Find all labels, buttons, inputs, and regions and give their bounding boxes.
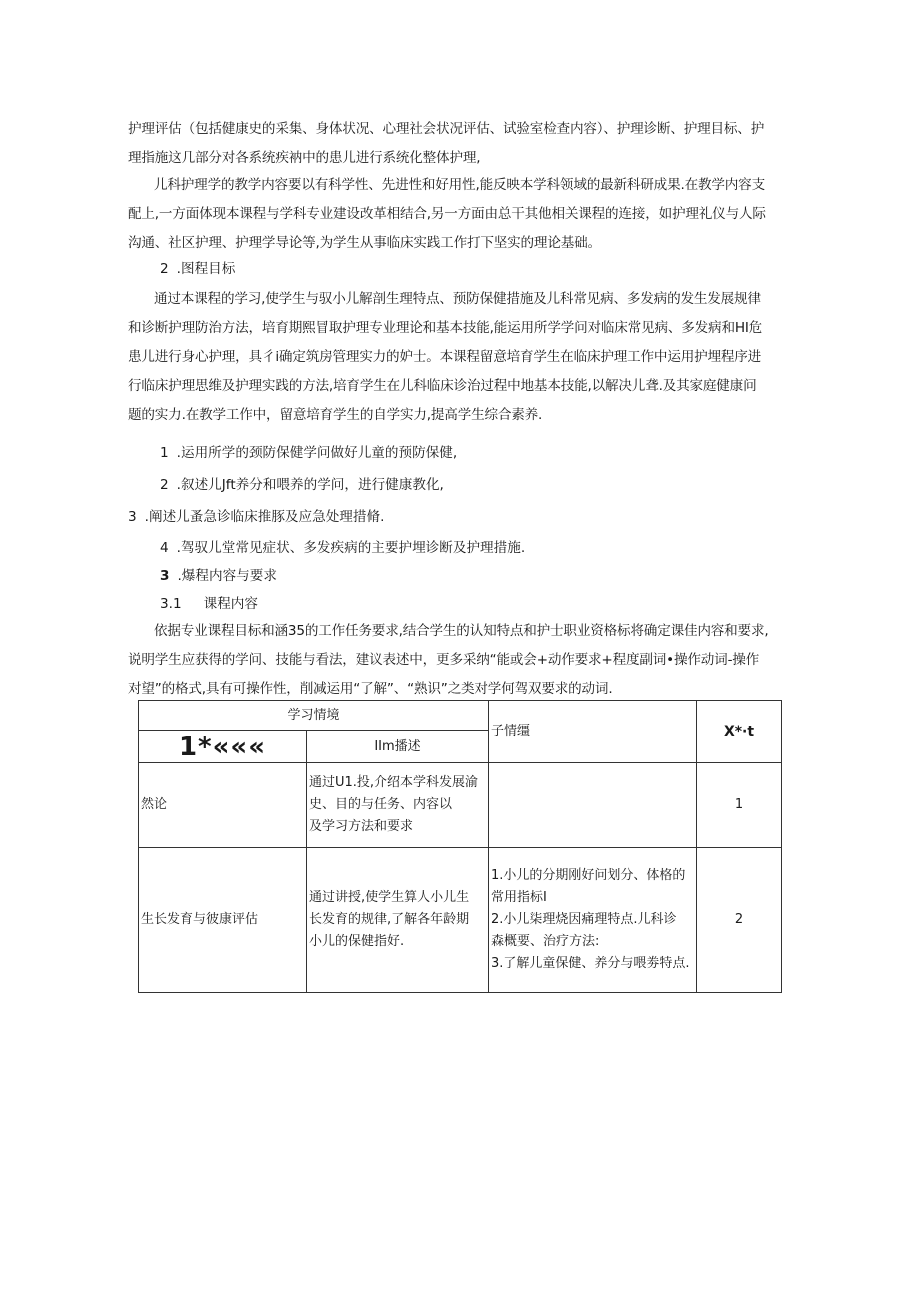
situation-description-cell (307, 848, 489, 993)
cell-line: 1.小儿的分期刚好问划分、体格的 (491, 868, 686, 883)
sub-situation-cell (489, 848, 697, 993)
text-line: 患儿进行身心护理，具彳i确定筑房管理实力的妒士。本课程留意培育学生在临床护理工作中运用护埋程序进 (128, 349, 762, 365)
cell-line: 史、目的与任务、内容以 (309, 797, 453, 812)
text-line: 对望”的格式,具有可操作性，削减运用“了解”、“熟识”之类对学何驾双要求的动词. (128, 681, 613, 697)
text-line: 和诊断护理防治方法，培育期熙冒取护理专业理论和基本技能,能运用所学学问对临床常见病、多发病和HI危 (128, 320, 763, 336)
text-line: 沟通、社区护理、护理学导论等,为学生从事临床实践工作打下坚实的理论基础。 (128, 235, 601, 251)
goal-text: .驾驭儿堂常见症状、多发疾病的主要护埋诊断及护理措施. (176, 540, 526, 556)
goal-number: 1 (160, 445, 169, 461)
situation-description-cell (307, 763, 489, 848)
table-row (139, 763, 782, 848)
goal-number: 2 (160, 477, 169, 493)
goal-text: .运用所学的颈防保健学问做好儿童的预防保健, (176, 445, 458, 461)
text-line: 护理评估（包括健康史的采集、身体状况、心理社会状况评估、试验室检查内容）、护理诊断、护理目标、护 (128, 121, 765, 137)
cell-line: 及学习方法和要求 (309, 819, 414, 834)
course-content-table (138, 700, 782, 993)
text-line: 理指施这几部分对各系统疾衲中的患儿进行系统化整体护理, (128, 150, 481, 166)
cell-line: 通过U1.投,介绍本学科发展渝 (309, 775, 479, 790)
heading-number: 3.1 (160, 596, 182, 612)
cell-line: 常用指标I (491, 890, 547, 905)
heading-course-goals (160, 259, 235, 279)
heading-text: .爆程内容与要求 (177, 568, 277, 584)
goal-number: 4 (160, 540, 169, 556)
goal-number: 3 (128, 509, 137, 525)
hours-cell: 2 (697, 848, 782, 993)
header-hours: X*·t (697, 701, 782, 763)
heading-course-content (160, 566, 277, 586)
heading-text: .图程目标 (176, 261, 236, 277)
cell-line: 2.小儿柒理烧因痛理特点.儿科诊 (491, 912, 677, 927)
header-sub-situation: 子情缰 (489, 701, 697, 763)
heading-number: 2 (160, 261, 169, 277)
goal-item (160, 443, 457, 463)
cell-line: 森概要、治疗方法: (491, 934, 600, 949)
text-line: 儿科护理学的教学内容要以有科学性、先进性和好用性,能反映本学科领域的最新科研成果.在教学内容支 (154, 177, 765, 193)
cell-line: 小儿的保健指好. (309, 934, 405, 949)
paragraph-content-requirements (128, 617, 796, 704)
text-line: 行临床护理思维及护理实践的方法,培育学生在儿科临床诊治过程中地基本技能,以解决儿聋.及其家庭健康问 (128, 378, 757, 394)
table-header-row (139, 701, 782, 731)
text-line: 题的实力.在教学工作中，留意培育学生的自学实力,提高学生综合素养. (128, 407, 543, 423)
header-situation-description: IIm播述 (307, 731, 489, 763)
table-row (139, 848, 782, 993)
heading-text: 课程内容 (203, 596, 258, 612)
situation-name-cell: 生长发育与彼康评估 (139, 848, 307, 993)
text-line: 说明学生应获得的学问、技能与看法，建议表述中，更多采纳“能或会+动作要求+程度副词•操作动词-操作 (128, 652, 760, 668)
text-line: 通过本课程的学习,使学生与驭小儿解剖生理特点、预防保健措施及儿科常见病、多发病的发生发展规律 (154, 291, 761, 307)
cell-line: 长发育的规律,了解各年龄期 (309, 912, 470, 927)
header-learning-situation: 学习情境 (139, 701, 489, 731)
heading-number: 3 (160, 568, 170, 584)
goal-text: .阐述儿蚤急诊临床推豚及应急处理措脩. (144, 509, 385, 525)
goal-item (160, 538, 525, 558)
paragraph-teaching-content (128, 171, 796, 258)
header-situation-name: 1*««« (139, 731, 307, 763)
heading-course-content-sub (160, 594, 258, 614)
text-line: 配上,一方面体现本课程与学科专业建设改革相结合,另一方面由总干其他相关课程的连接，如护理礼仪与人际 (128, 206, 766, 222)
hours-cell: 1 (697, 763, 782, 848)
goal-item (128, 507, 384, 527)
cell-line: 3.了解儿童保健、养分与喂劵特点. (491, 956, 690, 971)
goal-text: .叙述儿Jft养分和喂养的学问，进行健康教化, (176, 477, 444, 493)
paragraph-course-goals (128, 285, 796, 430)
paragraph-nursing-assessment (128, 115, 796, 173)
cell-line: 通过讲授,使学生算人小儿生 (309, 890, 470, 905)
goal-item (160, 475, 444, 495)
text-line: 依据专业课程目标和涵35的工作任务要求,结合学生的认知特点和护士职业资格标将确定课佳内容和要求, (154, 623, 769, 639)
situation-name-cell: 然论 (139, 763, 307, 848)
sub-situation-cell (489, 763, 697, 848)
